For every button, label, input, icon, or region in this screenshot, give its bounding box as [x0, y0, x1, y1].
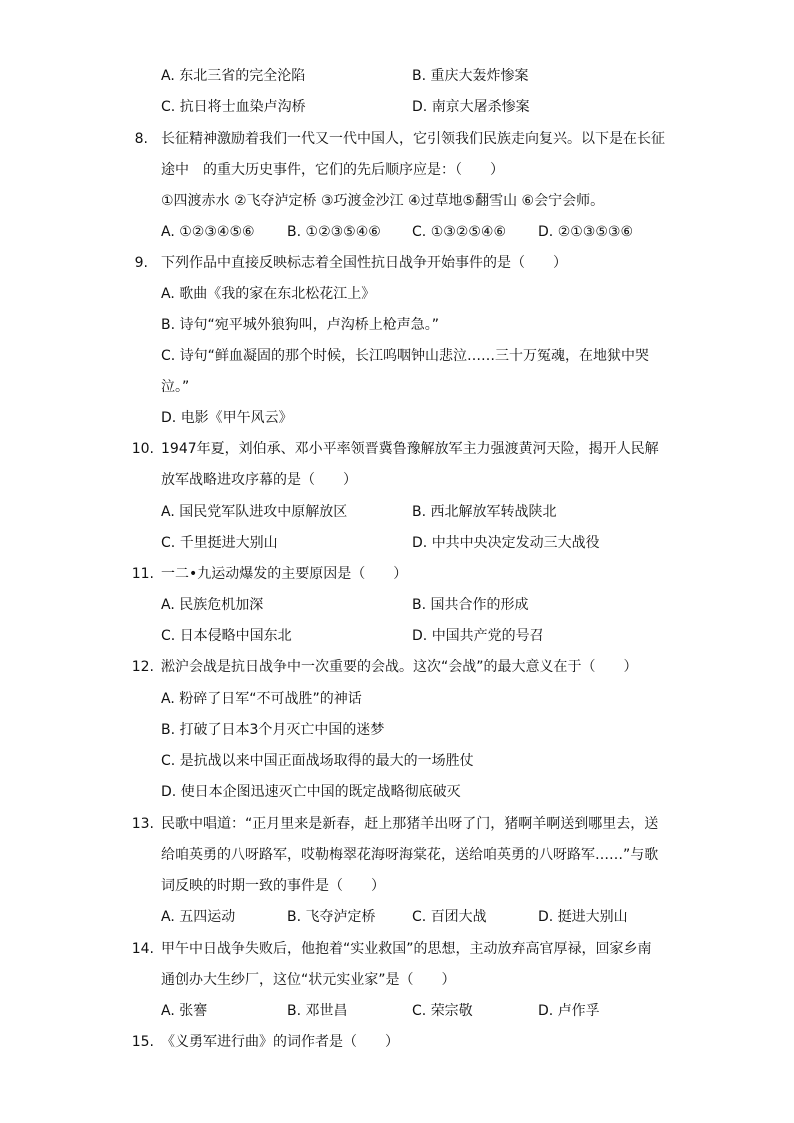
question-stem: 途中 的重大历史事件，它们的先后顺序应是：（ ） [161, 162, 504, 178]
option-c-continued: 泣。” [161, 379, 190, 395]
question-stem: 词反映的时期一致的事件是（ ） [161, 878, 385, 894]
option-b: B. ①②③⑤④⑥ [287, 224, 381, 240]
option-b: B. 邓世昌 [287, 1003, 348, 1019]
option-c: C. 日本侵略中国东北 [161, 628, 292, 644]
question-number: 11. [131, 566, 154, 582]
question-stem: 给咱英勇的八呀路军，哎勒梅翠花海呀海棠花，送给咱英勇的八呀路军……”与歌 [161, 847, 659, 863]
option-c: C. 荣宗敬 [412, 1003, 473, 1019]
option-b: B. 西北解放军转战陕北 [412, 504, 557, 520]
option-a: A. 歌曲《我的家在东北松花江上》 [161, 286, 376, 302]
question-stem: 长征精神激励着我们一代又一代中国人，它引领我们民族走向复兴。以下是在长征 [161, 131, 665, 147]
question-stem: 《义勇军进行曲》的词作者是（ ） [161, 1034, 399, 1050]
option-b: B. 诗句“宛平城外狼狗叫，卢沟桥上枪声急。” [161, 317, 440, 333]
option-d: D. 中共中央决定发动三大战役 [412, 535, 600, 551]
option-d: D. 使日本企图迅速灭亡中国的既定战略彻底破灭 [161, 784, 461, 800]
option-d: D. 卢作孚 [538, 1003, 600, 1019]
question-number: 8. [134, 131, 148, 147]
option-a: A. 张謇 [161, 1003, 208, 1019]
question-stem: 民歌中唱道：“正月里来是新春，赶上那猪羊出呀了门，猪啊羊啊送到哪里去，送 [161, 816, 659, 832]
question-stem: 一二•九运动爆发的主要原因是（ ） [161, 566, 408, 582]
question-number: 12. [131, 659, 154, 675]
option-b: B. 飞夺泸定桥 [287, 909, 376, 925]
question-number: 10. [131, 441, 154, 457]
question-stem: 甲午中日战争失败后，他抱着“实业救国”的思想，主动放弃高官厚禄，回家乡南 [161, 941, 652, 957]
option-a: A. 东北三省的完全沦陷 [161, 68, 306, 84]
option-a: A. 粉碎了日军“不可战胜”的神话 [161, 691, 362, 707]
option-c: C. 诗句“鲜血凝固的那个时候，长江呜咽钟山悲泣……三十万冤魂，在地狱中哭 [161, 348, 649, 364]
option-b: B. 重庆大轰炸惨案 [412, 68, 529, 84]
option-d: D. 南京大屠杀惨案 [412, 99, 530, 115]
option-a: A. ①②③④⑤⑥ [161, 224, 255, 240]
option-b: B. 国共合作的形成 [412, 597, 529, 613]
question-stem: 下列作品中直接反映标志着全国性抗日战争开始事件的是（ ） [161, 255, 567, 271]
question-number: 9. [134, 255, 148, 271]
option-d: D. 中国共产党的号召 [412, 628, 544, 644]
option-d: D. 电影《甲午风云》 [161, 410, 293, 426]
question-stem: 1947年夏，刘伯承、邓小平率领晋冀鲁豫解放军主力强渡黄河天险，揭开人民解 [161, 441, 659, 457]
question-stem: 淞沪会战是抗日战争中一次重要的会战。这次“会战”的最大意义在于（ ） [161, 659, 638, 675]
option-a: A. 民族危机加深 [161, 597, 264, 613]
event-list: ①四渡赤水 ②飞夺泸定桥 ③巧渡金沙江 ④过草地⑤翻雪山 ⑥会宁会师。 [161, 193, 605, 209]
option-b: B. 打破了日本3个月灭亡中国的迷梦 [161, 722, 385, 738]
option-d: D. 挺进大别山 [538, 909, 628, 925]
option-c: C. 千里挺进大别山 [161, 535, 278, 551]
question-stem: 放军战略进攻序幕的是（ ） [161, 472, 357, 488]
option-a: A. 国民党军队进攻中原解放区 [161, 504, 348, 520]
question-stem: 通创办大生纱厂，这位“状元实业家”是（ ） [161, 972, 456, 988]
option-a: A. 五四运动 [161, 909, 236, 925]
question-number: 15. [131, 1034, 154, 1050]
option-c: C. ①③②⑤④⑥ [412, 224, 506, 240]
question-number: 13. [131, 816, 154, 832]
option-d: D. ②①③⑤③⑥ [538, 224, 633, 240]
question-number: 14. [131, 941, 154, 957]
option-c: C. 百团大战 [412, 909, 487, 925]
option-c: C. 是抗战以来中国正面战场取得的最大的一场胜仗 [161, 753, 474, 769]
option-c: C. 抗日将士血染卢沟桥 [161, 99, 306, 115]
